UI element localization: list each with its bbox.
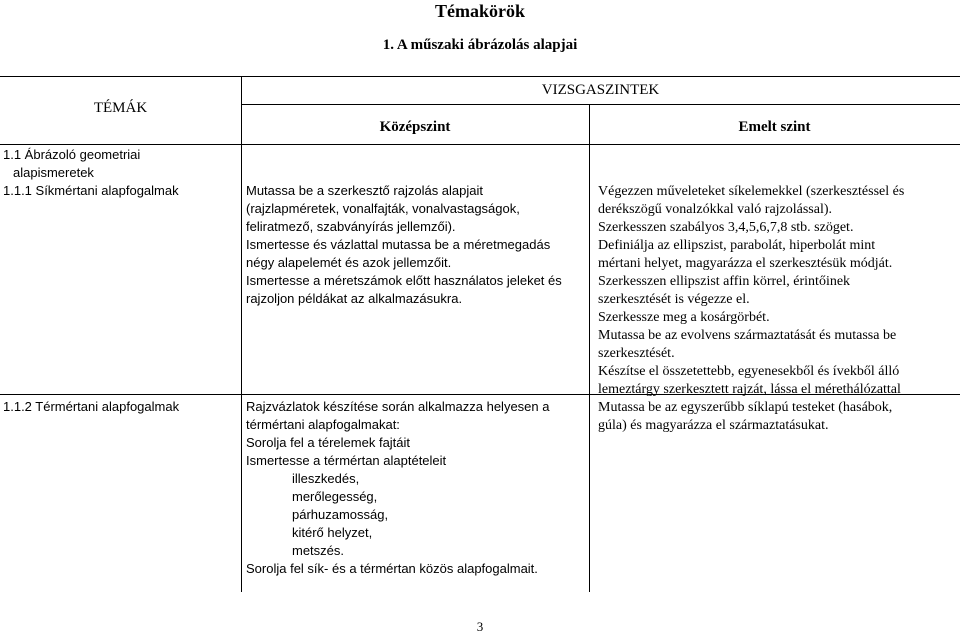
text-line: lemeztárgy szerkesztett rajzát, lássa el mérethálózattal: [598, 382, 901, 397]
text-line: Szerkesszen ellipszist affin körrel, érintőinek: [598, 274, 851, 289]
text-line: térmértani alapfogalmakat:: [246, 417, 400, 432]
text-line: feliratmező, szabványírás jellemzői).: [246, 219, 456, 234]
header-topics: TÉMÁK: [93, 100, 148, 116]
text-line: Definiálja az ellipszist, parabolát, hiperbolát mint: [598, 238, 876, 253]
header-intermediate-level: Középszint: [379, 119, 451, 135]
list-item: párhuzamosság,: [292, 507, 389, 522]
list-item: merőlegesség,: [292, 489, 378, 504]
text-line: Ismertesse a térmértan alaptételeit: [246, 453, 447, 468]
text-line: Mutassa be az evolvens származtatását és mutassa be: [598, 328, 897, 343]
row-label-plane-geometry: 1.1.1 Síkmértani alapfogalmak: [3, 183, 179, 198]
text-line: szerkesztését.: [598, 346, 675, 361]
page-subtitle: 1. A műszaki ábrázolás alapjai: [382, 37, 578, 53]
text-line: Mutassa be a szerkesztő rajzolás alapjait: [246, 183, 484, 198]
header-bottom-border: [0, 144, 960, 145]
text-line: Rajzvázlatok készítése során alkalmazza helyesen a: [246, 399, 550, 414]
text-line: Mutassa be az egyszerűbb síklapú testeket (hasábok,: [598, 400, 893, 415]
list-item: illeszkedés,: [292, 471, 360, 486]
text-line: Szerkessze meg a kosárgörbét.: [598, 310, 770, 325]
column-divider-1: [241, 76, 242, 592]
header-divider: [241, 104, 960, 105]
table-top-border: [0, 76, 960, 77]
column-divider-2: [589, 104, 590, 592]
text-line: rajzoljon példákat az alkalmazásukra.: [246, 291, 463, 306]
text-line: négy alapelemét és azok jellemzőit.: [246, 255, 452, 270]
list-item: metszés.: [292, 543, 345, 558]
text-line: Sorolja fel sík- és a térmértan közös alapfogalmait.: [246, 561, 538, 576]
section-label-continued: alapismeretek: [13, 165, 94, 180]
text-line: gúla) és magyarázza el származtatásukat.: [598, 418, 829, 433]
text-line: Sorolja fel a térelemek fajtáit: [246, 435, 411, 450]
page-title: Témakörök: [435, 1, 525, 21]
header-exam-levels: VIZSGASZINTEK: [541, 82, 660, 98]
text-line: Készítse el összetettebb, egyenesekből és ívekből álló: [598, 364, 900, 379]
section-label: 1.1 Ábrázoló geometriai: [3, 147, 141, 162]
list-item: kitérő helyzet,: [292, 525, 373, 540]
row-label-solid-geometry: 1.1.2 Térmértani alapfogalmak: [3, 399, 180, 414]
text-line: (rajzlapméretek, vonalfajták, vonalvastagságok,: [246, 201, 520, 216]
page-number: 3: [476, 619, 484, 634]
text-line: Ismertesse a méretszámok előtt használatos jeleket és: [246, 273, 562, 288]
text-line: mértani helyet, magyarázza el szerkesztésük módját.: [598, 256, 893, 271]
text-line: derékszögű vonalzókkal való rajzolással).: [598, 202, 833, 217]
text-line: Végezzen műveleteket síkelemekkel (szerkesztéssel és: [598, 184, 905, 199]
text-line: szerkesztését is végezze el.: [598, 292, 750, 307]
text-line: Szerkesszen szabályos 3,4,5,6,7,8 stb. szöget.: [598, 220, 854, 235]
header-advanced-level: Emelt szint: [738, 119, 811, 135]
text-line: Ismertesse és vázlattal mutassa be a méretmegadás: [246, 237, 551, 252]
